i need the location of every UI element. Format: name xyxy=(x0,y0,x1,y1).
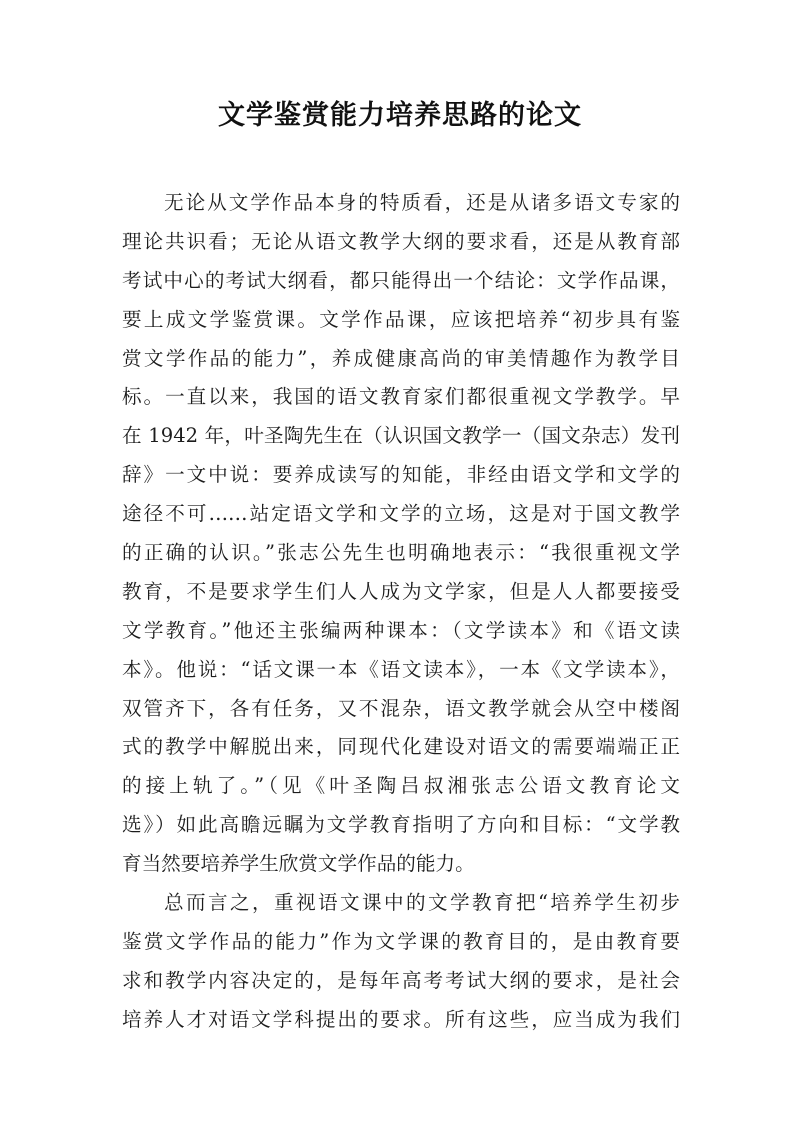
paragraph-1-line: 要上成文学鉴赏课。文学作品课，应该把培养“初步具有鉴 xyxy=(122,307,680,331)
paragraph-2-line: 鉴赏文学作品的能力”作为文学课的教育目的，是由教育要 xyxy=(122,929,680,953)
paragraph-1-line: 选》）如此高瞻远瞩为文学教育指明了方向和目标：“文学教 xyxy=(122,813,680,837)
paragraph-1-line: 标。一直以来，我国的语文教育家们都很重视文学教学。早 xyxy=(122,385,680,409)
paragraph-1-line: 理论共识看；无论从语文教学大纲的要求看，还是从教育部 xyxy=(122,229,680,253)
paragraph-2-line: 总而言之，重视语文课中的文学教育把“培养学生初步 xyxy=(164,891,680,915)
paragraph-1-line: 的接上轨了。”（见《叶圣陶吕叔湘张志公语文教育论文 xyxy=(122,774,680,798)
paragraph-1-line: 在 1942 年，叶圣陶先生在（认识国文教学一（国文杂志）发刊 xyxy=(122,424,680,448)
paragraph-1-line: 育当然要培养学生欣赏文学作品的能力。 xyxy=(122,852,475,876)
paragraph-1-line: 赏文学作品的能力”，养成健康高尚的审美情趣作为教学目 xyxy=(122,346,680,370)
document-title: 文学鉴赏能力培养思路的论文 xyxy=(218,100,582,131)
paragraph-2-line: 求和教学内容决定的，是每年高考考试大纲的要求，是社会 xyxy=(122,968,680,992)
paragraph-1-line: 教育，不是要求学生们人人成为文学家，但是人人都要接受 xyxy=(122,579,680,603)
paragraph-1-line: 无论从文学作品本身的特质看，还是从诸多语文专家的 xyxy=(164,191,680,214)
paragraph-1-line: 考试中心的考试大纲看，都只能得出一个结论：文学作品课， xyxy=(122,268,680,292)
paragraph-1-line: 双管齐下，各有任务，又不混杂，语文教学就会从空中楼阁 xyxy=(122,696,680,720)
paragraph-1-line: 本》。他说：“话文课一本《语文读本》，一本《文学读本》， xyxy=(122,657,680,681)
paragraph-1-line: 文学教育。”他还主张编两种课本：（文学读本》和《语文读 xyxy=(122,618,680,642)
paragraph-1-line: 式的教学中解脱出来，同现代化建设对语文的需要端端正正 xyxy=(122,735,680,759)
paragraph-1-line: 辞》一文中说：要养成读写的知能，非经由语文学和文学的 xyxy=(122,463,680,487)
document-body xyxy=(122,184,680,1040)
paragraph-2-line: 培养人才对语文学科提出的要求。所有这些，应当成为我们 xyxy=(122,1007,680,1031)
paragraph-1-line: 的正确的认识。”张志公先生也明确地表示：“我很重视文学 xyxy=(122,541,680,565)
paragraph-1-line: 途径不可……站定语文学和文学的立场，这是对于国文教学 xyxy=(122,502,680,526)
